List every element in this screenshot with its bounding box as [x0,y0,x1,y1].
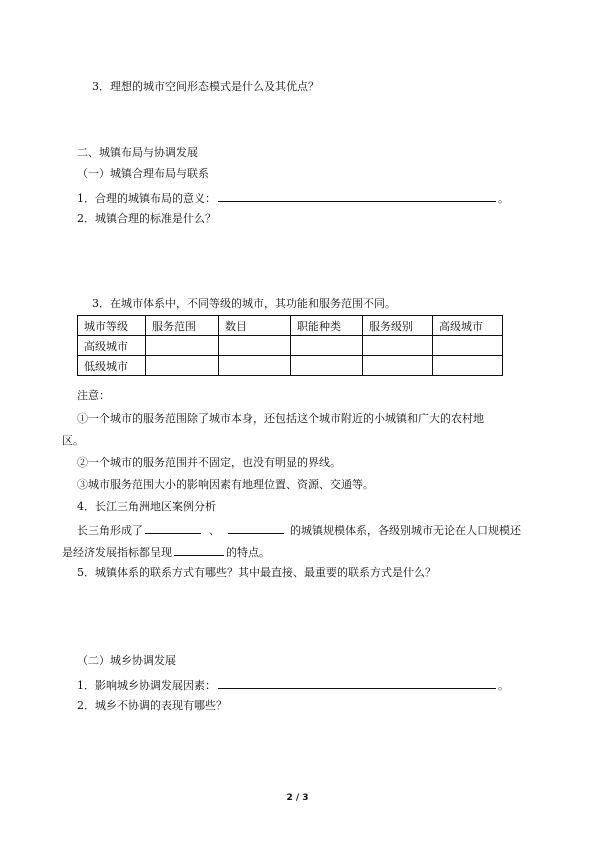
table-cell[interactable] [433,356,503,376]
table-header-row [78,316,503,336]
table-header-cell: 服务范围 [146,316,219,336]
table-cell[interactable] [363,336,433,356]
question-end-mark: 。 [498,679,509,692]
table-header-cell: 职能种类 [291,316,363,336]
answer-blank[interactable] [218,190,496,202]
answer-blank[interactable] [228,522,284,534]
note-item-1-continued: 区。 [62,434,84,447]
note-title: 注意： [77,389,110,402]
table-cell[interactable] [146,336,219,356]
section-heading-2: 二、城镇布局与协调发展 [77,146,198,159]
table-cell[interactable] [291,336,363,356]
question-urban-rural-imbalance: 2．城乡不协调的表现有哪些？ [77,699,227,712]
question-layout-standard: 2．城镇合理的标准是什么？ [77,212,216,225]
question-end-mark: 。 [498,192,509,205]
answer-blank[interactable] [174,544,224,556]
table-cell: 高级城市 [78,336,146,356]
table-header-cell: 服务级别 [363,316,433,336]
table-header-cell: 高级城市 [433,316,503,336]
table-cell[interactable] [219,336,291,356]
answer-blank[interactable] [145,522,201,534]
question-city-system: 3．在城市体系中，不同等级的城市，其功能和服务范围不同。 [92,297,396,310]
question-layout-significance [77,190,509,206]
table-cell[interactable] [219,356,291,376]
table-row [78,356,503,376]
answer-blank[interactable] [218,677,496,689]
question-case-study: 4．长江三角洲地区案例分析 [77,500,216,513]
note-item-1: ①一个城市的服务范围除了城市本身，还包括这个城市附近的小城镇和广大的农村地 [77,412,484,425]
case-sentence-line-1 [77,522,521,538]
subsection-heading-2: （二）城乡协调发展 [77,654,176,667]
city-level-table [77,315,503,376]
case-text: 的城镇规模体系，各级别城市无论在人口规模还 [290,524,521,537]
question-text: 1．合理的城镇布局的意义： [77,192,216,205]
question-urban-rural-factors [77,677,509,693]
table-cell[interactable] [433,336,503,356]
table-cell[interactable] [291,356,363,376]
page-number: 2 / 3 [286,793,309,803]
case-text: 是经济发展指标都呈现 [62,546,172,559]
note-item-3: ③城市服务范围大小的影响因素有地理位置、资源、交通等。 [77,478,374,491]
case-text: 的特点。 [226,546,270,559]
case-separator: 、 [209,524,220,537]
table-header-cell: 数目 [219,316,291,336]
note-item-2: ②一个城市的服务范围并不固定，也没有明显的界线。 [77,456,341,469]
table-row [78,336,503,356]
case-sentence-line-2 [62,544,270,560]
question-ideal-city-form: 3．理想的城市空间形态模式是什么及其优点？ [92,80,319,93]
subsection-heading-1: （一）城镇合理布局与联系 [77,167,209,180]
table-cell[interactable] [363,356,433,376]
question-linkage: 5．城镇体系的联系方式有哪些？其中最直接、最重要的联系方式是什么？ [77,566,436,579]
case-text: 长三角形成了 [77,524,143,537]
table-cell: 低级城市 [78,356,146,376]
question-text: 1．影响城乡协调发展因素： [77,679,216,692]
table-cell[interactable] [146,356,219,376]
table-header-cell: 城市等级 [78,316,146,336]
